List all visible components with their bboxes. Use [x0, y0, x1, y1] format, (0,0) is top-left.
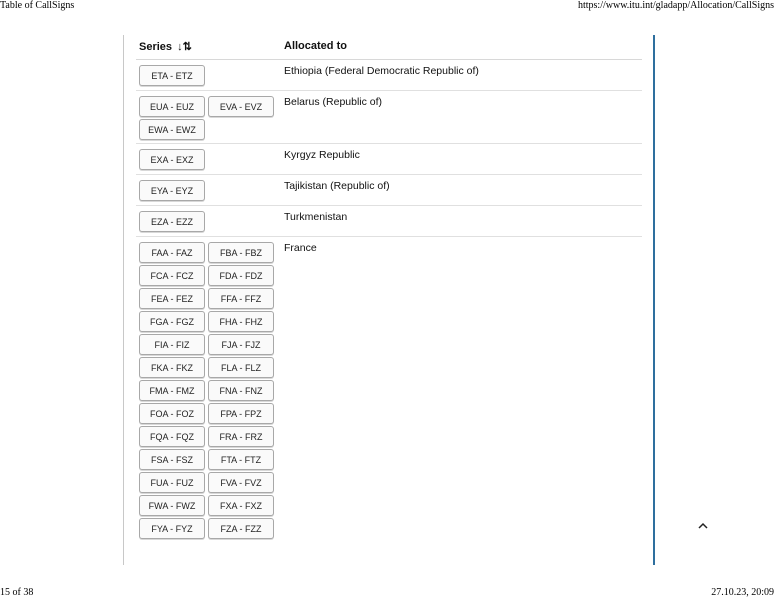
series-chips — [139, 65, 279, 86]
series-chip[interactable]: FRA - FRZ — [208, 426, 274, 447]
country-name: Ethiopia (Federal Democratic Republic of) — [284, 65, 479, 77]
series-chip[interactable]: EUA - EUZ — [139, 96, 205, 117]
series-chip[interactable]: FQA - FQZ — [139, 426, 205, 447]
country-name: France — [284, 242, 317, 254]
series-chip[interactable]: FUA - FUZ — [139, 472, 205, 493]
print-footer-datetime: 27.10.23, 20:09 — [711, 587, 774, 598]
series-chip[interactable]: FCA - FCZ — [139, 265, 205, 286]
sort-icon[interactable]: ↓⇅ — [177, 41, 192, 53]
series-chip[interactable]: FPA - FPZ — [208, 403, 274, 424]
series-chip[interactable]: FMA - FMZ — [139, 380, 205, 401]
table-row — [136, 60, 642, 91]
series-chips — [139, 149, 279, 170]
print-footer-page: 15 of 38 — [0, 587, 34, 598]
country-name: Belarus (Republic of) — [284, 96, 383, 108]
series-chip[interactable]: EWA - EWZ — [139, 119, 205, 140]
series-chip[interactable]: FWA - FWZ — [139, 495, 205, 516]
table-row — [136, 237, 642, 549]
country-name: Turkmenistan — [284, 211, 348, 223]
series-chip[interactable]: ETA - ETZ — [139, 65, 205, 86]
table-row — [136, 175, 642, 206]
series-chip[interactable]: FNA - FNZ — [208, 380, 274, 401]
series-chip[interactable]: FSA - FSZ — [139, 449, 205, 470]
series-chips — [139, 180, 279, 201]
table-header — [136, 35, 642, 60]
series-chip[interactable]: FKA - FKZ — [139, 357, 205, 378]
series-chip[interactable]: FDA - FDZ — [208, 265, 274, 286]
series-chip[interactable]: FYA - FYZ — [139, 518, 205, 539]
series-chip[interactable]: FGA - FGZ — [139, 311, 205, 332]
series-chip[interactable]: FIA - FIZ — [139, 334, 205, 355]
series-chip[interactable]: EVA - EVZ — [208, 96, 274, 117]
series-chip[interactable]: FZA - FZZ — [208, 518, 274, 539]
series-chip[interactable]: FFA - FFZ — [208, 288, 274, 309]
series-chip[interactable]: FEA - FEZ — [139, 288, 205, 309]
series-chips — [139, 96, 279, 140]
series-chip[interactable]: EXA - EXZ — [139, 149, 205, 170]
series-chip[interactable]: EYA - EYZ — [139, 180, 205, 201]
column-header-series[interactable]: Series ↓⇅ — [139, 41, 192, 53]
print-header-title: Table of CallSigns — [0, 0, 75, 11]
callsign-table — [123, 35, 655, 565]
series-chip[interactable]: FXA - FXZ — [208, 495, 274, 516]
table-row — [136, 206, 642, 237]
chevron-up-icon[interactable] — [697, 520, 709, 532]
table-row — [136, 91, 642, 144]
column-header-allocated: Allocated to — [284, 40, 347, 52]
series-chip[interactable]: FJA - FJZ — [208, 334, 274, 355]
series-chip[interactable]: FHA - FHZ — [208, 311, 274, 332]
series-chip[interactable]: FAA - FAZ — [139, 242, 205, 263]
series-chip[interactable]: FLA - FLZ — [208, 357, 274, 378]
series-chips — [139, 242, 279, 539]
series-chip[interactable]: EZA - EZZ — [139, 211, 205, 232]
series-chip[interactable]: FBA - FBZ — [208, 242, 274, 263]
series-chips — [139, 211, 279, 232]
table-row — [136, 144, 642, 175]
series-chip[interactable]: FVA - FVZ — [208, 472, 274, 493]
print-header-url: https://www.itu.int/gladapp/Allocation/CallSigns — [577, 0, 774, 11]
country-name: Tajikistan (Republic of) — [284, 180, 390, 192]
series-chip[interactable]: FOA - FOZ — [139, 403, 205, 424]
series-chip[interactable]: FTA - FTZ — [208, 449, 274, 470]
country-name: Kyrgyz Republic — [284, 149, 360, 161]
